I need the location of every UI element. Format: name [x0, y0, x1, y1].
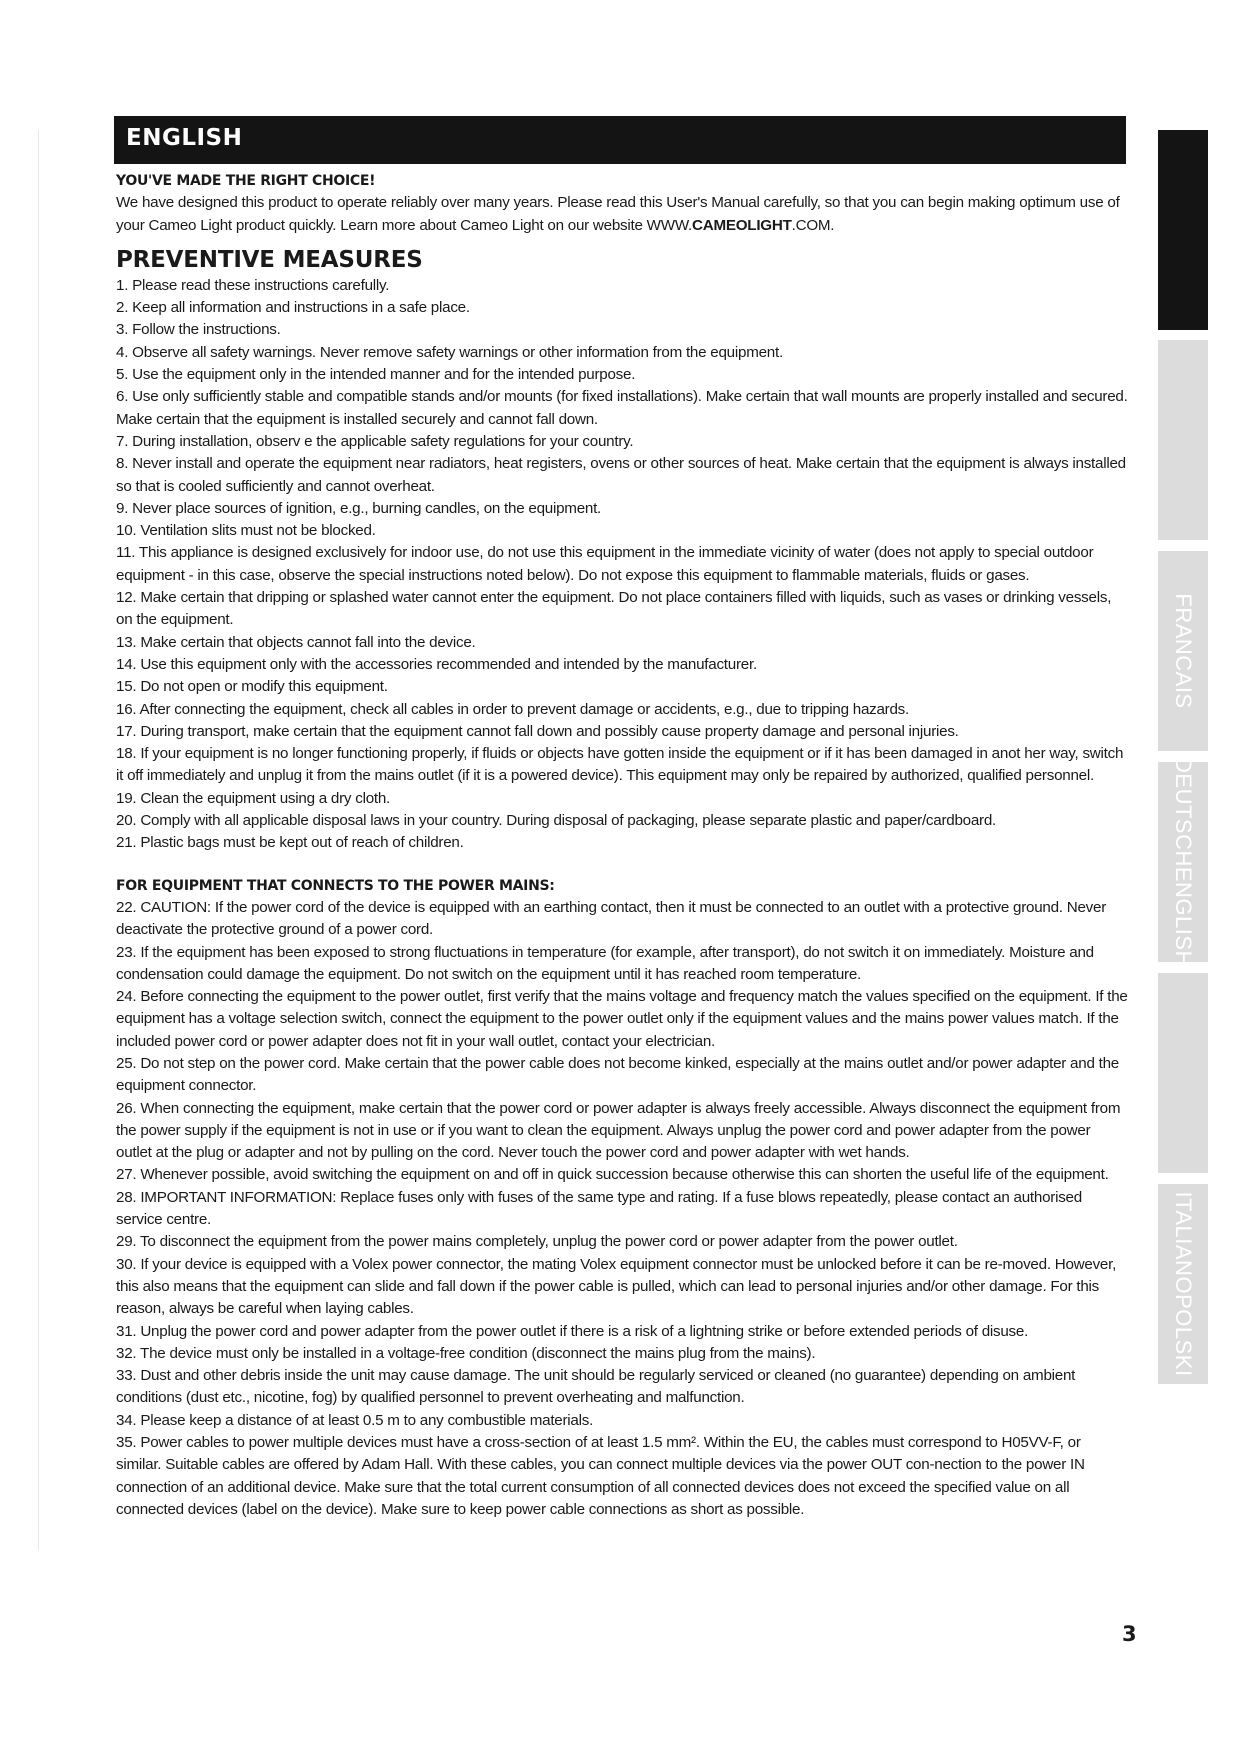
- list-item: 30. If your device is equipped with a Volex power connector, the mating Volex equipment connector must be unlocked before it can be re-moved. However, this also means that the equipment can slide and fall down if the power cable is pulled, which can lead to personal injuries and/or other damage. For this reason, always be careful when laying cables.: [116, 1255, 1117, 1318]
- side-tab-francais: [1158, 551, 1208, 751]
- list-item: 11. This appliance is designed exclusively for indoor use, do not use this equipment in the immediate vicinity of water (does not apply to special outdoor equipment - in this case, observe the special instructions noted below). Do not expose this equipment to flammable materials, fluids or gases.: [116, 544, 1094, 584]
- list-item: 23. If the equipment has been exposed to strong fluctuations in temperature (for example, after transport), do not switch it on immediately. Moisture and condensation could damage the equipment. Do not switch on the equipment until it has reached room temperature.: [116, 943, 1094, 983]
- list-item: 8. Never install and operate the equipment near radiators, heat registers, ovens or other sources of heat. Make certain that the equipment is always installed so that is cooled sufficiently and cannot overheat.: [116, 455, 1126, 495]
- side-tab-label: FRANCAIS: [1171, 593, 1196, 709]
- list-item: 6. Use only sufficiently stable and compatible stands and/or mounts (for fixed installations). Make certain that wall mounts are properly installed and secured. Make certain that the equipment is installed securely and cannot fall down.: [116, 388, 1128, 428]
- list-item: 27. Whenever possible, avoid switching the equipment on and off in quick succession because otherwise this can shorten the useful life of the equipment.: [116, 1166, 1109, 1184]
- intro-text-end: .COM.: [791, 216, 835, 234]
- page-number: 3: [1122, 1622, 1137, 1646]
- list-item: 5. Use the equipment only in the intended manner and for the intended purpose.: [116, 366, 636, 384]
- list-item: 18. If your equipment is no longer functioning properly, if fluids or objects have gotten inside the equipment or if it has been damaged in anot her way, switch it off immediately and unplug it from the mains outlet (if it is a powered device). This equipment may only be repaired by authorized, qualified personnel.: [116, 745, 1124, 785]
- intro-text: We have designed this product to operate reliably over many years. Please read this User's Manual carefully, so that you can begin making optimum use of your Cameo Light product quickly. Learn more about Cameo Light on our website WWW.: [116, 194, 1120, 234]
- mains-heading: FOR EQUIPMENT THAT CONNECTS TO THE POWER MAINS:: [116, 877, 555, 894]
- list-item: 15. Do not open or modify this equipment.: [116, 678, 388, 696]
- manual-content: [116, 170, 1128, 1521]
- page-edge-line: [38, 130, 39, 1550]
- list-item: 24. Before connecting the equipment to the power outlet, first verify that the mains voltage and frequency match the values specified on the equipment. If the equipment has a voltage selection switch, connect the equipment to the power outlet only if the equipment values and the mains power values match. If the included power cord or power adapter does not fit in your wall outlet, contact your electrician.: [116, 988, 1128, 1050]
- list-item: 33. Dust and other debris inside the unit may cause damage. The unit should be regularly serviced or cleaned (no guarantee) depending on ambient conditions (dust etc., nicotine, fog) by qualified personnel to prevent overheating and malfunction.: [116, 1367, 1076, 1407]
- list-item: 29. To disconnect the equipment from the power mains completely, unplug the power cord or power adapter from the power outlet.: [116, 1233, 958, 1251]
- list-item: 35. Power cables to power multiple devices must have a cross-section of at least 1.5 mm². Within the EU, the cables must correspond to H05VV-F, or similar. Suitable cables are offered by Adam Hall. With these cables, you can connect multiple devices via the power OUT con-nection to the power IN connection of an additional device. Make sure that the total current consumption of all connected devices does not exceed the specified value on all connected devices (label on the device). Make sure to keep power cable connections as short as possible.: [116, 1434, 1085, 1518]
- list-item: 25. Do not step on the power cord. Make certain that the power cable does not become kinked, especially at the mains outlet and/or power adapter and the equipment connector.: [116, 1054, 1119, 1095]
- list-item: 34. Please keep a distance of at least 0.5 m to any combustible materials.: [116, 1411, 594, 1429]
- list-item: 19. Clean the equipment using a dry cloth.: [116, 789, 391, 807]
- list-item: 28. IMPORTANT INFORMATION: Replace fuses only with fuses of the same type and rating. If a fuse blows repeatedly, please contact an authorised service centre.: [116, 1188, 1082, 1229]
- list-item: 7. During installation, observ e the applicable safety regulations for your country.: [116, 432, 634, 450]
- list-item: 32. The device must only be installed in a voltage-free condition (disconnect the mains plug from the mains).: [116, 1344, 816, 1362]
- side-tab-1: [1158, 130, 1208, 330]
- section-banner-title: ENGLISH: [126, 125, 243, 151]
- list-item: 1. Please read these instructions carefully.: [116, 276, 390, 294]
- list-item: 10. Ventilation slits must not be blocked.: [116, 522, 376, 540]
- list-item: 2. Keep all information and instructions in a safe place.: [116, 299, 470, 317]
- list-item: 22. CAUTION: If the power cord of the device is equipped with an earthing contact, then it must be connected to an outlet with a protective ground. Never deactivate the protective ground of a power cord.: [116, 898, 1107, 939]
- section-banner: [114, 116, 1126, 164]
- list-item: 26. When connecting the equipment, make certain that the power cord or power adapter is always freely accessible. Always disconnect the equipment from the power supply if the equipment is not in use or if you want to clean the equipment. Always unplug the power cord and power adapter from the power outlet at the plug or adapter and not by pulling on the cord. Never touch the power cord and power adapter with wet hands.: [116, 1099, 1121, 1162]
- list-item: 17. During transport, make certain that the equipment cannot fall down and possibly cause property damage and personal injuries.: [116, 722, 959, 740]
- side-tab-label: DEUTSCHENGLISH: [1171, 757, 1196, 967]
- list-item: 3. Follow the instructions.: [116, 321, 281, 339]
- side-tab-italiano-polski: [1158, 1184, 1208, 1384]
- list-item: 14. Use this equipment only with the accessories recommended and intended by the manufacturer.: [116, 655, 757, 673]
- intro-paragraph: [116, 192, 1128, 237]
- list-item: 9. Never place sources of ignition, e.g., burning candles, on the equipment.: [116, 499, 602, 517]
- list-item: 16. After connecting the equipment, check all cables in order to prevent damage or accidents, e.g., due to tripping hazards.: [116, 700, 909, 718]
- list-item: 31. Unplug the power cord and power adapter from the power outlet if there is a risk of a lightning strike or before extended periods of disuse.: [116, 1322, 1029, 1340]
- list-item: 4. Observe all safety warnings. Never remove safety warnings or other information from the equipment.: [116, 343, 783, 361]
- section-spacer: [116, 855, 1128, 875]
- side-tab-deutsch-english: [1158, 757, 1208, 967]
- side-tab-5: [1158, 973, 1208, 1173]
- brand-name: CAMEOLIGHT: [692, 216, 792, 234]
- list-item: 20. Comply with all applicable disposal laws in your country. During disposal of packaging, please separate plastic and paper/cardboard.: [116, 812, 997, 830]
- intro-heading: YOU'VE MADE THE RIGHT CHOICE!: [116, 173, 376, 189]
- list-item: 21. Plastic bags must be kept out of reach of children.: [116, 834, 464, 852]
- list-item: 12. Make certain that dripping or splashed water cannot enter the equipment. Do not place containers filled with liquids, such as vases or drinking vessels, on the equipment.: [116, 589, 1112, 629]
- preventive-measures-heading: PREVENTIVE MEASURES: [116, 246, 423, 273]
- side-tab-label: ITALIANOPOLSKI: [1171, 1191, 1196, 1377]
- side-tab-2: [1158, 340, 1208, 540]
- list-item: 13. Make certain that objects cannot fall into the device.: [116, 633, 476, 651]
